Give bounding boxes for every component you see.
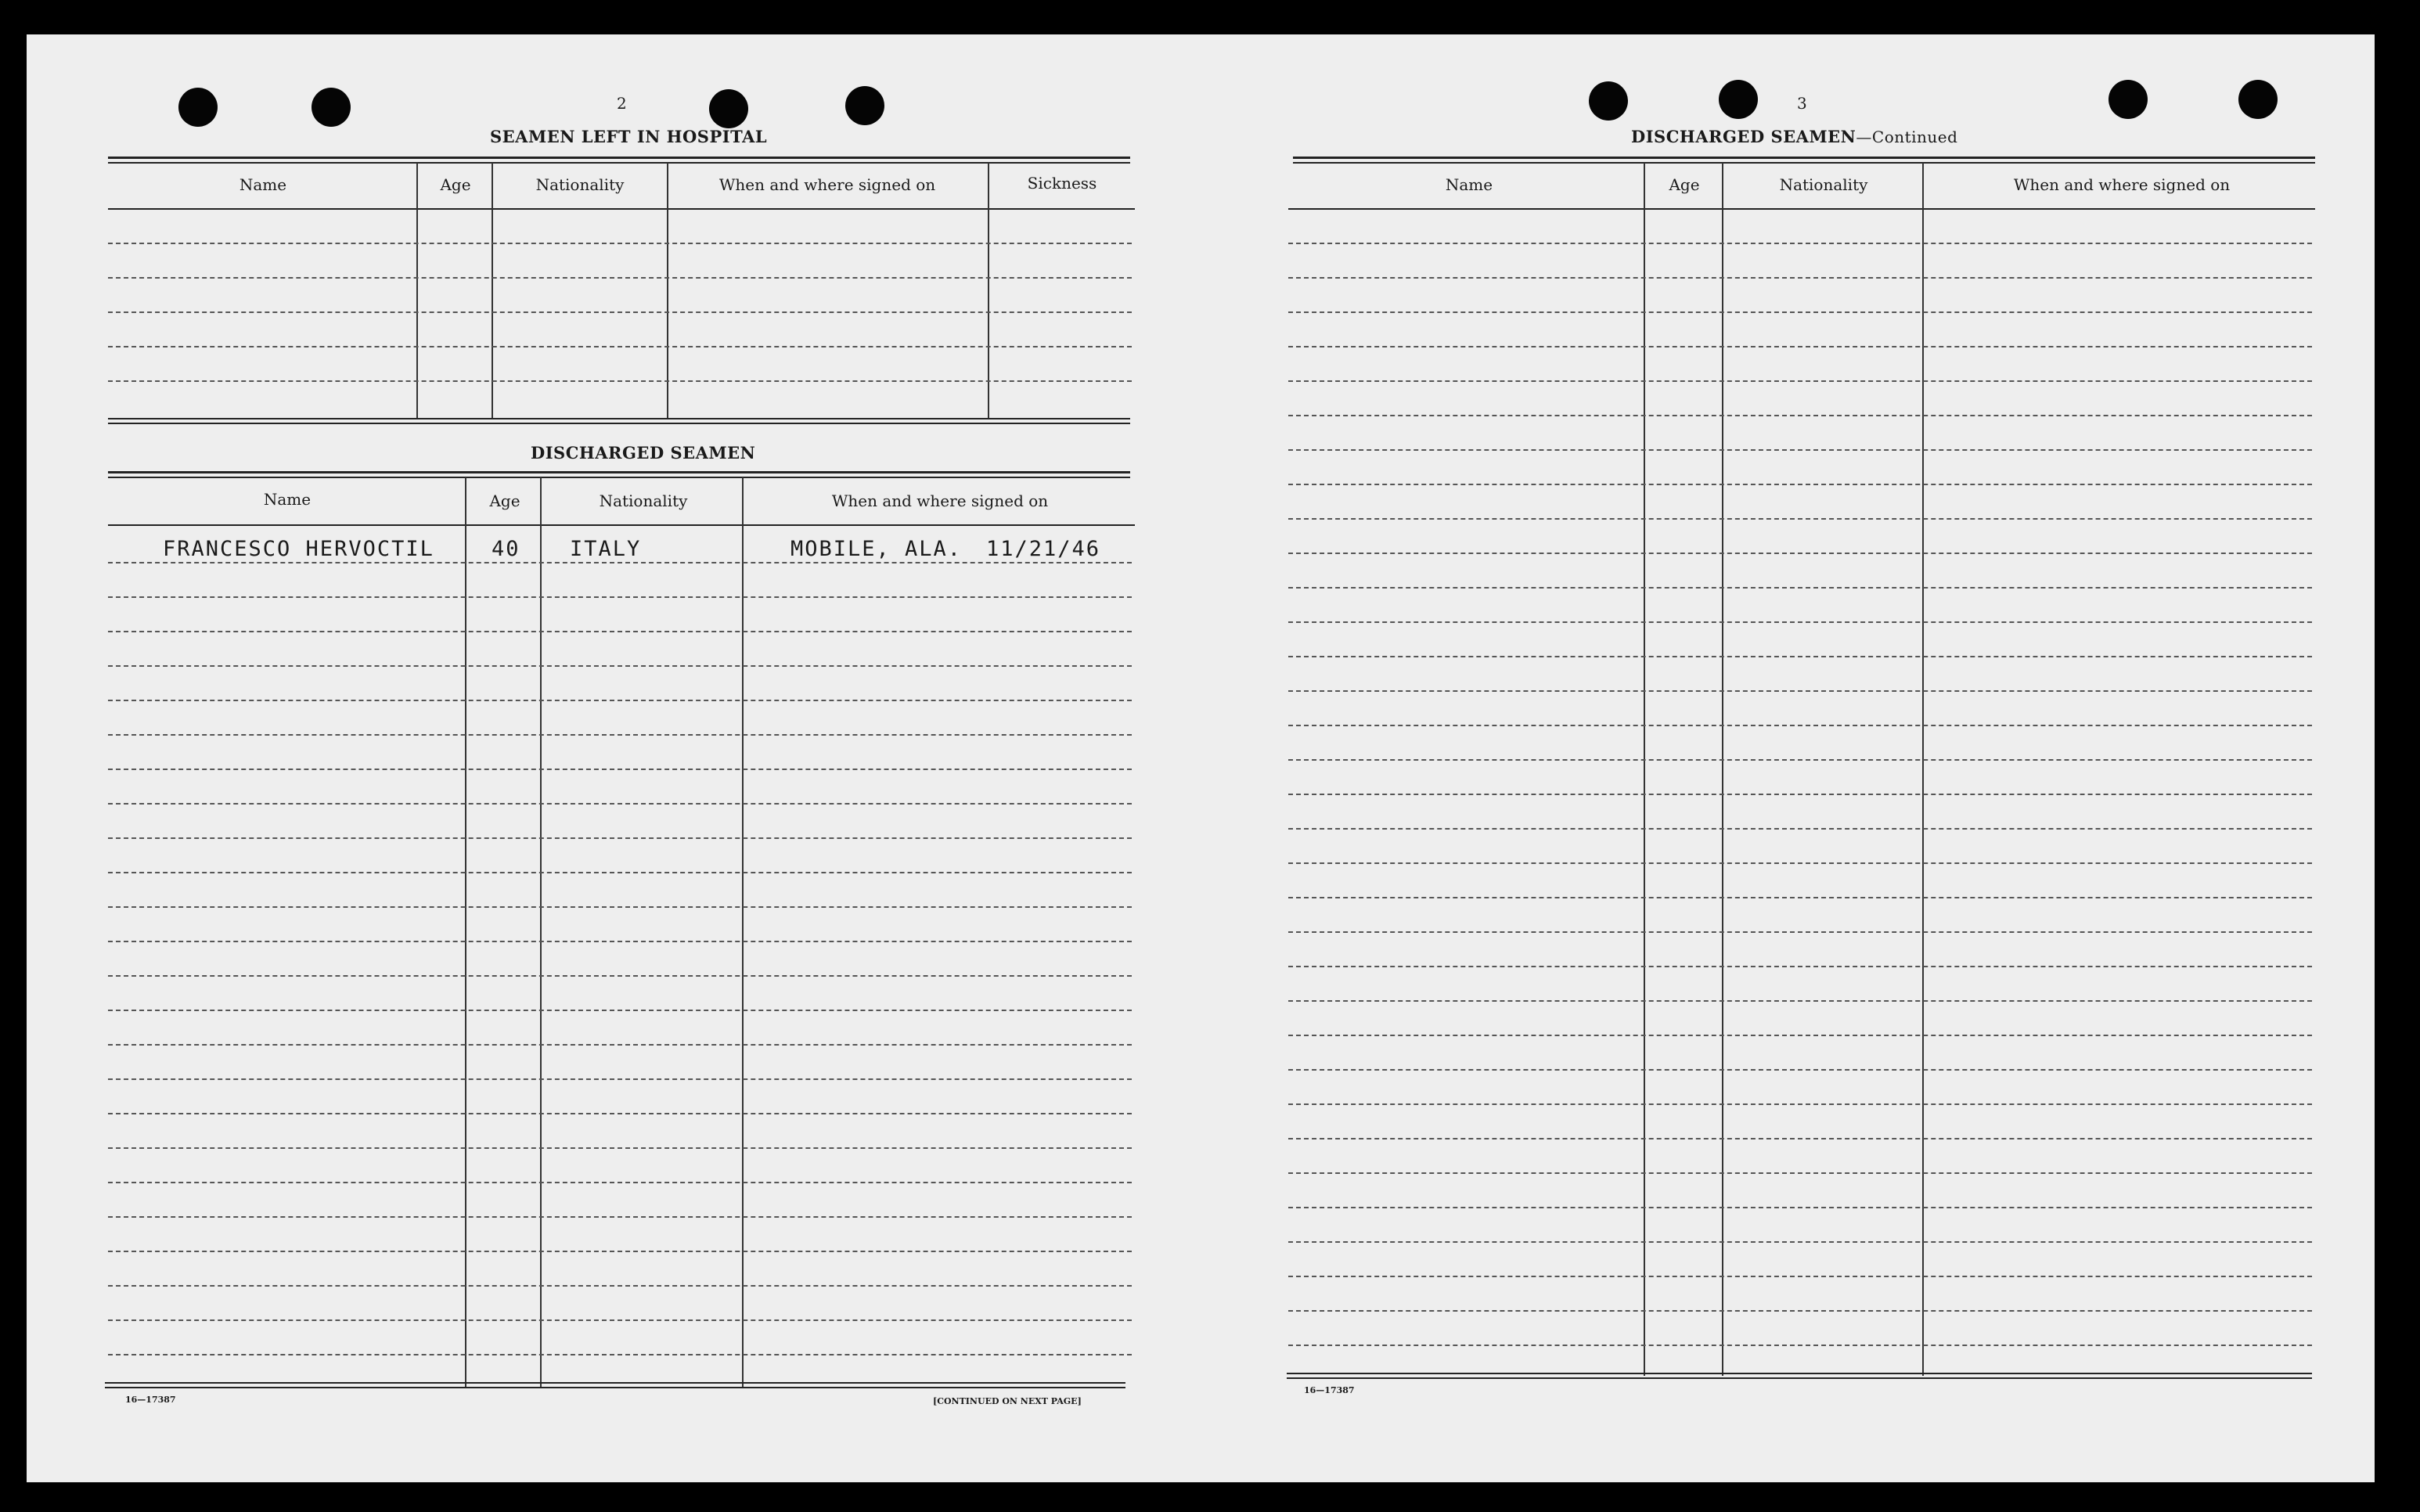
form-number: 16—17387 — [125, 1395, 176, 1405]
column-header-nationality: Nationality — [535, 175, 625, 194]
row-line — [1288, 725, 2312, 726]
section-title-suffix: —Continued — [1856, 128, 1958, 146]
row-line — [1288, 690, 2312, 692]
column-header-age: Age — [1669, 175, 1700, 194]
column-header-signed-on: When and where signed on — [2013, 175, 2231, 194]
column-divider — [1644, 163, 1645, 1376]
row-line — [108, 1319, 1132, 1321]
table-top-rule — [1293, 157, 2315, 159]
punch-hole — [2238, 80, 2278, 119]
section-title: SEAMEN LEFT IN HOSPITAL — [490, 127, 768, 146]
punch-hole — [1719, 80, 1758, 119]
row-line — [108, 380, 1132, 382]
row-line — [108, 1182, 1132, 1183]
table-top-rule — [108, 162, 1130, 164]
column-header-sickness: Sickness — [1027, 174, 1097, 193]
column-header-name: Name — [239, 175, 287, 194]
signed-on-date: 11/21/46 — [986, 537, 1101, 561]
row-line — [108, 346, 1132, 347]
row-line — [108, 562, 1132, 563]
table-bottom-rule — [105, 1382, 1125, 1384]
row-line — [1288, 277, 2312, 279]
row-line — [1288, 553, 2312, 554]
seaman-name: FRANCESCO HERVOCTIL — [163, 537, 434, 561]
signed-on-place: MOBILE, ALA. — [790, 537, 963, 561]
row-line — [1288, 897, 2312, 898]
row-line — [1288, 759, 2312, 761]
column-divider — [1722, 163, 1723, 1376]
row-line — [1288, 1069, 2312, 1071]
row-line — [108, 1044, 1132, 1046]
table-top-rule — [108, 471, 1130, 473]
section-title-main: DISCHARGED SEAMEN — [1631, 127, 1856, 146]
row-line — [108, 803, 1132, 805]
row-line — [108, 665, 1132, 667]
row-line — [1288, 656, 2312, 657]
row-line — [108, 700, 1132, 701]
seaman-nationality: ITALY — [570, 537, 642, 561]
row-line — [1288, 415, 2312, 416]
row-line — [1288, 931, 2312, 933]
seaman-age: 40 — [492, 537, 520, 561]
table-bottom-rule — [1287, 1377, 2312, 1379]
row-line — [1288, 1138, 2312, 1139]
section-title: DISCHARGED SEAMEN — [531, 443, 756, 463]
row-line — [1288, 449, 2312, 451]
page-number: 3 — [1797, 94, 1807, 113]
row-line — [1288, 1103, 2312, 1105]
row-line — [1288, 518, 2312, 520]
row-line — [108, 1354, 1132, 1355]
table-top-rule — [108, 477, 1130, 478]
row-line — [108, 975, 1132, 977]
row-line — [108, 941, 1132, 942]
row-line — [1288, 621, 2312, 623]
row-line — [1288, 862, 2312, 864]
punch-hole — [312, 88, 351, 127]
column-header-signed-on: When and where signed on — [831, 491, 1049, 510]
header-rule — [108, 524, 1135, 526]
column-header-age: Age — [489, 491, 520, 510]
table-top-rule — [1293, 162, 2315, 164]
punch-hole — [178, 88, 218, 127]
table-bottom-rule — [108, 418, 1130, 419]
row-line — [108, 734, 1132, 736]
row-line — [108, 1078, 1132, 1080]
row-line — [108, 872, 1132, 873]
table-top-rule — [108, 157, 1130, 159]
row-line — [1288, 484, 2312, 485]
row-line — [108, 596, 1132, 598]
column-header-name: Name — [263, 490, 312, 509]
punch-hole — [709, 89, 748, 128]
row-line — [108, 277, 1132, 279]
header-rule — [108, 208, 1135, 210]
table-bottom-rule — [105, 1387, 1125, 1388]
row-line — [1288, 1241, 2312, 1243]
column-header-name: Name — [1445, 175, 1493, 194]
header-rule — [1288, 208, 2315, 210]
row-line — [1288, 346, 2312, 347]
column-divider — [1922, 163, 1924, 1376]
row-line — [1288, 1345, 2312, 1346]
row-line — [108, 311, 1132, 313]
row-line — [1288, 311, 2312, 313]
row-line — [1288, 828, 2312, 830]
column-header-nationality: Nationality — [599, 491, 688, 510]
column-header-nationality: Nationality — [1779, 175, 1868, 194]
table-bottom-rule — [1287, 1373, 2312, 1374]
form-number: 16—17387 — [1304, 1385, 1355, 1395]
row-line — [1288, 1000, 2312, 1002]
punch-hole — [1589, 81, 1628, 121]
punch-hole — [845, 86, 884, 125]
row-line — [108, 837, 1132, 839]
row-line — [108, 1216, 1132, 1218]
row-line — [1288, 794, 2312, 795]
row-line — [108, 1113, 1132, 1114]
row-line — [1288, 1276, 2312, 1277]
page-number: 2 — [617, 94, 627, 113]
row-line — [1288, 587, 2312, 589]
continued-note: [CONTINUED ON NEXT PAGE] — [933, 1396, 1082, 1406]
punch-hole — [2108, 80, 2148, 119]
row-line — [1288, 966, 2312, 967]
row-line — [108, 243, 1132, 244]
row-line — [108, 906, 1132, 908]
row-line — [108, 1147, 1132, 1149]
table-bottom-rule — [108, 423, 1130, 424]
row-line — [108, 1285, 1132, 1287]
row-line — [108, 631, 1132, 632]
row-line — [1288, 380, 2312, 382]
row-line — [108, 1010, 1132, 1011]
column-header-age: Age — [440, 175, 471, 194]
form-sheet — [27, 34, 2375, 1482]
row-line — [1288, 1035, 2312, 1036]
row-line — [1288, 243, 2312, 244]
column-header-signed-on: When and where signed on — [718, 175, 936, 194]
section-title — [1631, 127, 1957, 146]
row-line — [1288, 1310, 2312, 1312]
row-line — [1288, 1207, 2312, 1208]
row-line — [108, 769, 1132, 770]
row-line — [1288, 1172, 2312, 1174]
row-line — [108, 1251, 1132, 1252]
